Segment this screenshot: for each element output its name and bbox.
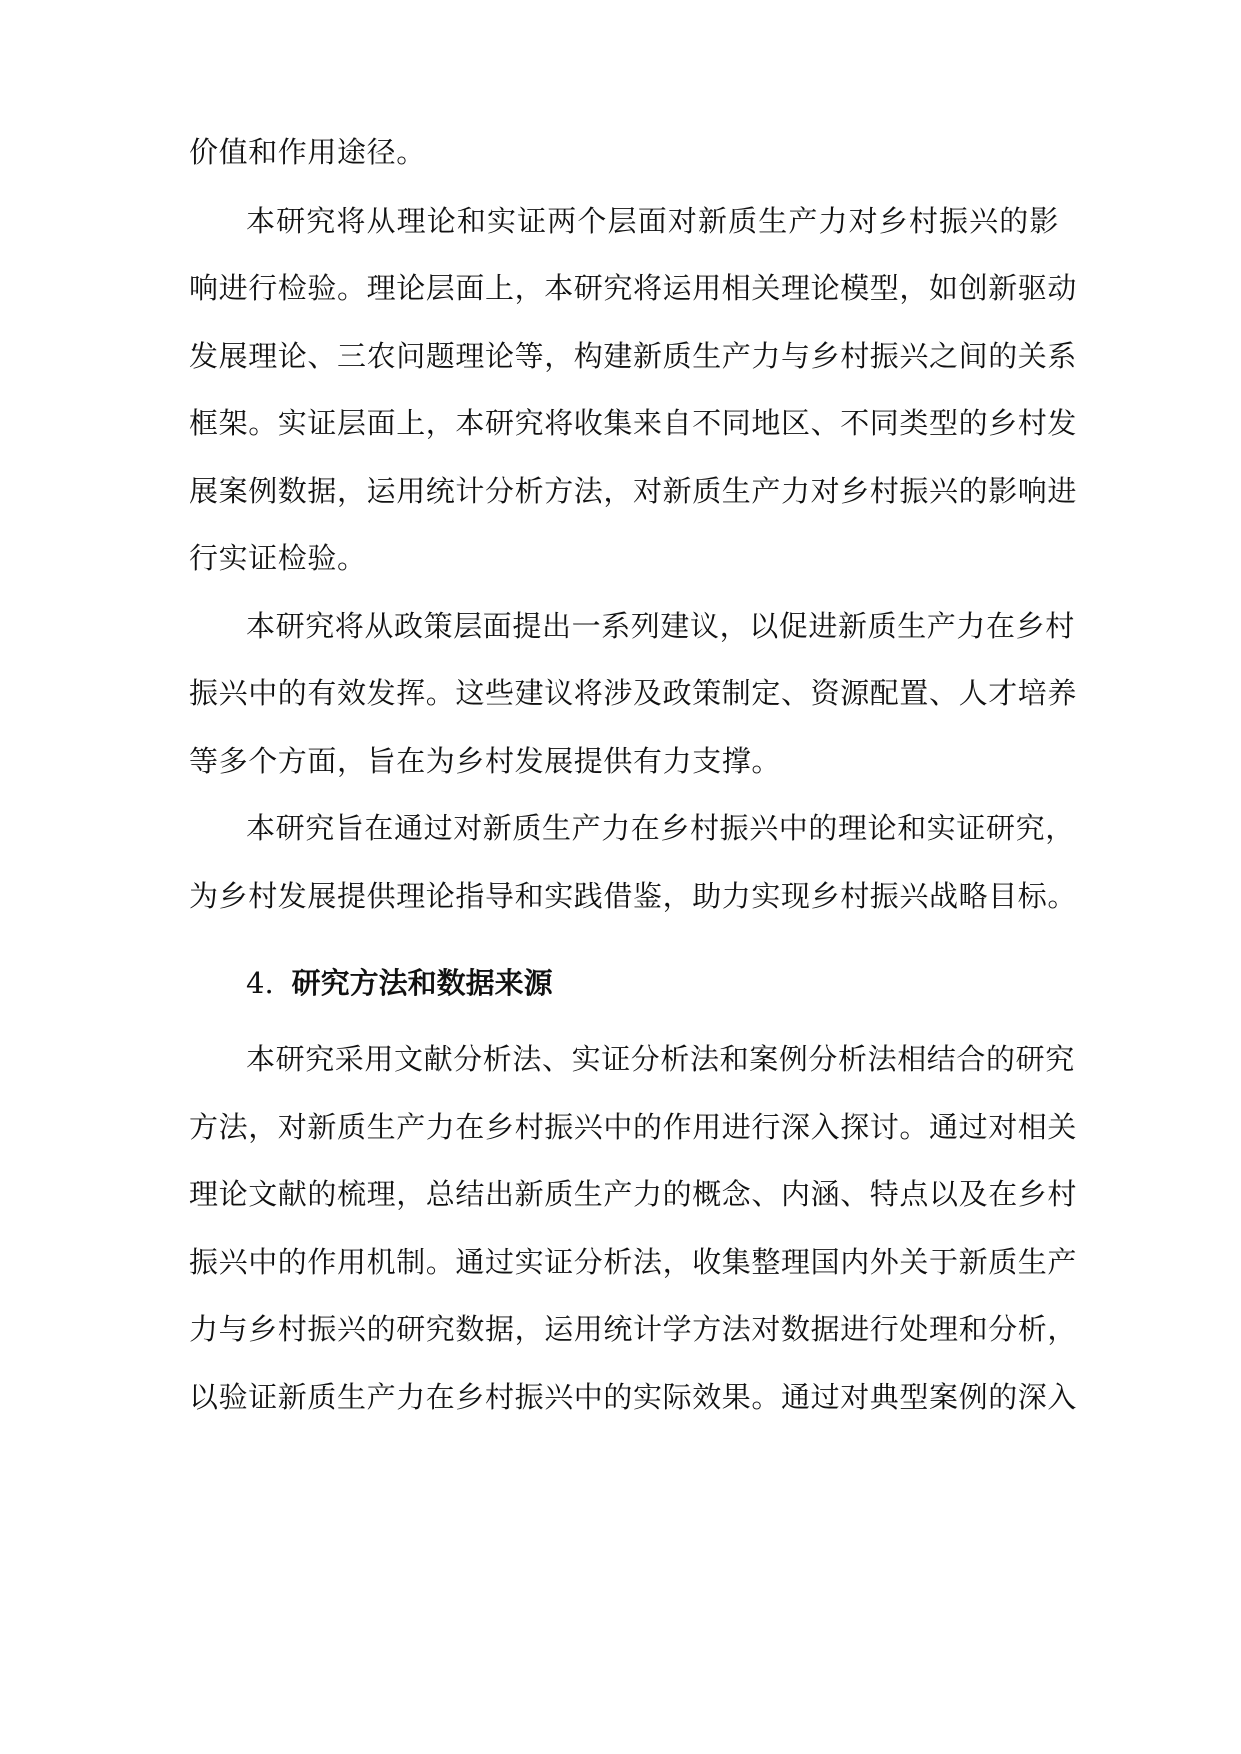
paragraph-1-line-3: 发展理论、三农问题理论等，构建新质生产力与乡村振兴之间的关系	[189, 339, 1078, 373]
section-title: 研究方法和数据来源	[291, 966, 553, 1000]
paragraph-1-line-4: 框架。实证层面上，本研究将收集来自不同地区、不同类型的乡村发	[189, 406, 1078, 440]
paragraph-4-line-6: 以验证新质生产力在乡村振兴中的实际效果。通过对典型案例的深入	[189, 1380, 1078, 1414]
paragraph-4-line-2: 方法，对新质生产力在乡村振兴中的作用进行深入探讨。通过对相关	[189, 1110, 1078, 1144]
section-heading	[246, 963, 553, 1003]
paragraph-1-line-5: 展案例数据，运用统计分析方法，对新质生产力对乡村振兴的影响进	[189, 474, 1078, 508]
paragraph-4-line-4: 振兴中的作用机制。通过实证分析法，收集整理国内外关于新质生产	[189, 1245, 1078, 1279]
paragraph-1-line-1: 本研究将从理论和实证两个层面对新质生产力对乡村振兴的影	[246, 204, 1059, 238]
paragraph-1-line-2: 响进行检验。理论层面上，本研究将运用相关理论模型，如创新驱动	[189, 271, 1078, 305]
paragraph-2-line-1: 本研究将从政策层面提出一系列建议，以促进新质生产力在乡村	[246, 609, 1075, 643]
section-number: 4.	[246, 966, 274, 1000]
paragraph-top-line-1: 价值和作用途径。	[189, 135, 426, 169]
paragraph-4-line-5: 力与乡村振兴的研究数据，运用统计学方法对数据进行处理和分析，	[189, 1312, 1078, 1346]
paragraph-2-line-2: 振兴中的有效发挥。这些建议将涉及政策制定、资源配置、人才培养	[189, 676, 1078, 710]
paragraph-4-line-1: 本研究采用文献分析法、实证分析法和案例分析法相结合的研究	[246, 1042, 1075, 1076]
paragraph-3-line-1: 本研究旨在通过对新质生产力在乡村振兴中的理论和实证研究，	[246, 811, 1075, 845]
paragraph-2-line-3: 等多个方面，旨在为乡村发展提供有力支撑。	[189, 744, 782, 778]
paragraph-3-line-2: 为乡村发展提供理论指导和实践借鉴，助力实现乡村振兴战略目标。	[189, 879, 1078, 913]
paragraph-4-line-3: 理论文献的梳理，总结出新质生产力的概念、内涵、特点以及在乡村	[189, 1177, 1078, 1211]
paragraph-1-line-6: 行实证检验。	[189, 541, 367, 575]
